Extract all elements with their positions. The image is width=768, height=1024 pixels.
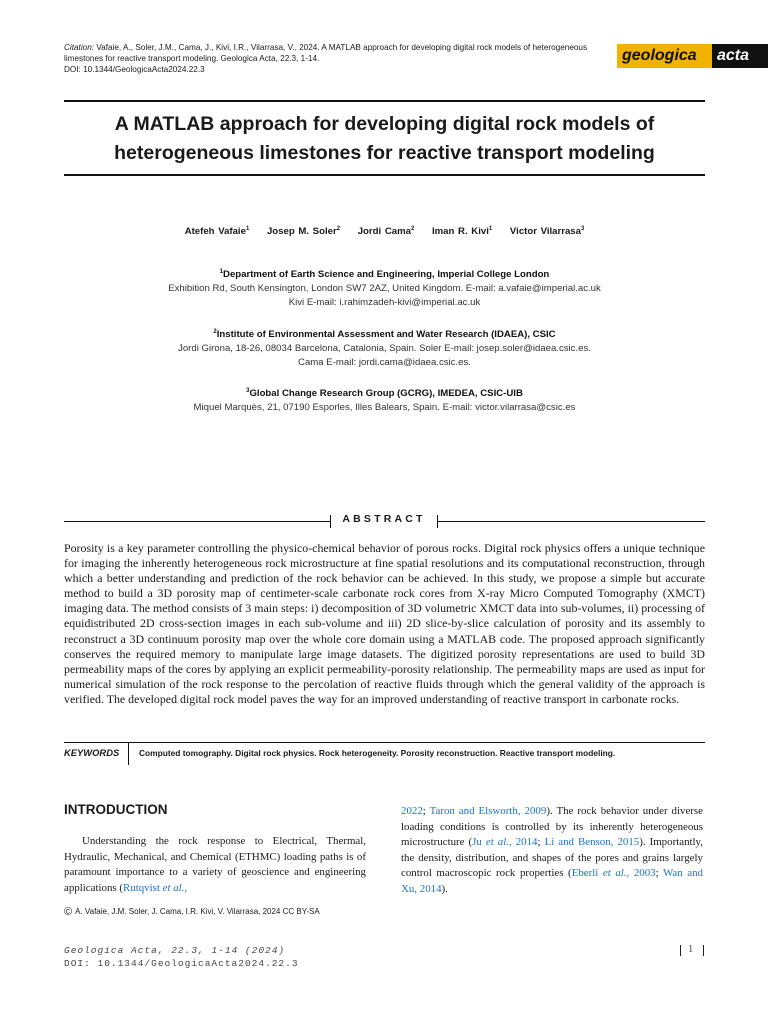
affiliation-address: Miquel Marquès, 21, 07190 Esporles, Illes Balears, Spain. E-mail: victor.vilarrasa@csic.es bbox=[193, 402, 576, 413]
author: Victor Vilarrasa$^3$ bbox=[509, 225, 585, 237]
title-line-1: A MATLAB approach for developing digital rock models of bbox=[114, 113, 655, 135]
footer bbox=[64, 945, 299, 970]
affiliation-address: Exhibition Rd, South Kensington, London SW7 2AZ, United Kingdom. E-mail: a.vafaie@imperial.ac.uk bbox=[168, 283, 601, 294]
keywords-divider bbox=[128, 742, 129, 765]
citation-link[interactable]: Rutqvist et al., bbox=[122, 881, 188, 894]
author: Jordi Cama$^2$ bbox=[357, 225, 415, 237]
affiliation-name: Institute of Environmental Assessment and Water Research (IDAEA), CSIC bbox=[216, 329, 556, 340]
citation-text: Vafaie, A., Soler, J.M., Cama, J., Kivi, I.R., Vilarrasa, V., 2024. A MATLAB approach for developing digital rock models of heterogeneous limestones for reactive transport modeling. Geologica Acta, 22.3, 1-14. bbox=[64, 43, 588, 63]
copyright-icon: © bbox=[64, 906, 73, 918]
paper-title bbox=[64, 110, 705, 168]
logo-text-acta: acta bbox=[717, 47, 750, 64]
abstract-text: Porosity is a key parameter controlling the physico-chemical behavior of porous rocks. Digital rock physics offers a unique technique for imaging the inherently heterogeneous rock microstructure at fine spatial resolutions and its computational reconstruction, through which a better understanding and prediction of the rock behavior can be achieved. In this study, we propose a simple but accurate method to build a 3D porosity map of centimeter-scale carbonate rock cores from X-ray Micro Computed Tomography (XMCT) imaging data. The method consists of 3 main steps: i) decomposition of 3D volumetric XMCT data into sub-volumes, ii) processing of equidistributed 2D cross-section images in each sub-volume and iii) 2D slice-by-slice calculation of porosity and its assembly to reconstruct a 3D continuum porosity map over the whole core domain using a MATLAB code. The proposed approach significantly conserves the required memory to manipulate large image datasets. The digitized porosity representations are used to build 3D permeability maps of the cores by applying an explicit permeability-porosity relationship. The permeability maps are used as input for numerical simulation of the rock response to the percolation of reactive fluids through which the general validity of the approach is verified. The developed digital rock model paves the way for an improved understanding of reactive transport in carbonate rocks. bbox=[64, 541, 705, 706]
header-doi: DOI: 10.1344/GeologicaActa2024.22.3 bbox=[64, 65, 205, 74]
author: Iman R. Kivi$^1$ bbox=[431, 225, 493, 237]
footer-journal: Geologica Acta, 22.3, 1-14 (2024) bbox=[64, 945, 286, 956]
title-rule bbox=[64, 174, 705, 176]
keywords-rule bbox=[64, 742, 705, 743]
affiliation-2: $^2$Institute of Environmental Assessment and Water Research (IDAEA), CSIC Jordi Girona, 18-26, 08034 Barcelona, Catalonia, Spain. Soler E-mail: josep.soler@idaea.csic.es. Cama E-mail: jordi.cama@idaea.csic.es. bbox=[64, 328, 705, 370]
affiliation-1: $^1$Department of Earth Science and Engineering, Imperial College London Exhibition Rd, South Kensington, London SW7 2AZ, United Kingdom. E-mail: a.vafaie@imperial.ac.uk Kivi E-mail: i.rahimzadeh-kivi@imperial.ac.uk bbox=[64, 268, 705, 310]
author: Josep M. Soler$^2$ bbox=[266, 225, 341, 237]
page-number-bar-right bbox=[703, 945, 704, 956]
journal-logo[interactable] bbox=[617, 44, 768, 68]
title-line-2: heterogeneous limestones for reactive transport modeling bbox=[114, 142, 655, 164]
citation-link[interactable]: Eberli et al., 2003 bbox=[571, 867, 656, 880]
footer-doi: DOI: 10.1344/GeologicaActa2024.22.3 bbox=[64, 957, 299, 969]
abstract-heading: ABSTRACT bbox=[342, 513, 426, 525]
affiliation-email: Cama E-mail: jordi.cama@idaea.csic.es. bbox=[298, 357, 471, 368]
affiliation-name: Global Change Research Group (GCRG), IMEDEA, CSIC-UIB bbox=[249, 388, 523, 399]
abstract-rule-left bbox=[64, 521, 330, 522]
keywords-label: KEYWORDS bbox=[64, 747, 120, 758]
logo-text-geologica: geologica bbox=[622, 47, 697, 64]
affiliation-name: Department of Earth Science and Engineering, Imperial College London bbox=[223, 269, 550, 280]
citation-label: Citation: bbox=[64, 43, 95, 52]
citation bbox=[64, 42, 624, 75]
page-number-bar-left bbox=[680, 945, 681, 956]
citation-link[interactable]: Ju et al., 2014 bbox=[472, 836, 538, 849]
author-list bbox=[64, 226, 705, 237]
author: Atefeh Vafaie$^1$ bbox=[184, 225, 250, 237]
page-number: 1 bbox=[688, 944, 694, 955]
affiliation-address: Jordi Girona, 18-26, 08034 Barcelona, Catalonia, Spain. Soler E-mail: josep.soler@idaea.csic.es. bbox=[178, 343, 591, 354]
top-rule bbox=[64, 100, 705, 102]
affiliation-3: $^3$Global Change Research Group (GCRG), IMEDEA, CSIC-UIB Miquel Marquès, 21, 07190 Esporles, Illes Balears, Spain. E-mail: victor.vilarrasa@csic.es bbox=[64, 387, 705, 415]
citation-link[interactable]: 2022 bbox=[401, 805, 423, 817]
intro-heading: INTRODUCTION bbox=[64, 802, 168, 817]
abstract-rule-right bbox=[438, 521, 705, 522]
citation-link[interactable]: Wan and Xu, 2014 bbox=[401, 867, 703, 895]
copyright-notice: © A. Vafaie, J.M. Soler, J. Cama, I.R. Kivi, V. Vilarrasa, 2024 CC BY-SA bbox=[64, 906, 320, 918]
keywords-text: Computed tomography. Digital rock physics. Rock heterogeneity. Porosity reconstruction. Reactive transport modeling. bbox=[139, 748, 616, 758]
intro-left-column: Understanding the rock response to Electrical, Thermal, Hydraulic, Mechanical, and Chemical (ETHMC) loading paths is of paramount importance to a variety of geoscience and engineering applications (Rutqvist et al., bbox=[64, 835, 366, 894]
affiliation-email: Kivi E-mail: i.rahimzadeh-kivi@imperial.ac.uk bbox=[288, 297, 481, 308]
citation-link[interactable]: Taron and Elsworth, 2009 bbox=[429, 805, 547, 817]
citation-link[interactable]: Li and Benson, 2015 bbox=[544, 836, 640, 849]
intro-right-column: 2022; Taron and Elsworth, 2009). The rock behavior under diverse loading conditions is controlled by its inherently heterogeneous microstructure (Ju et al., 2014; Li and Benson, 2015). Importantly, the density, distribution, and shapes of the pores and grains largely control macroscopic rock properties (Eberli et al., 2003; Wan and Xu, 2014). bbox=[401, 805, 704, 895]
